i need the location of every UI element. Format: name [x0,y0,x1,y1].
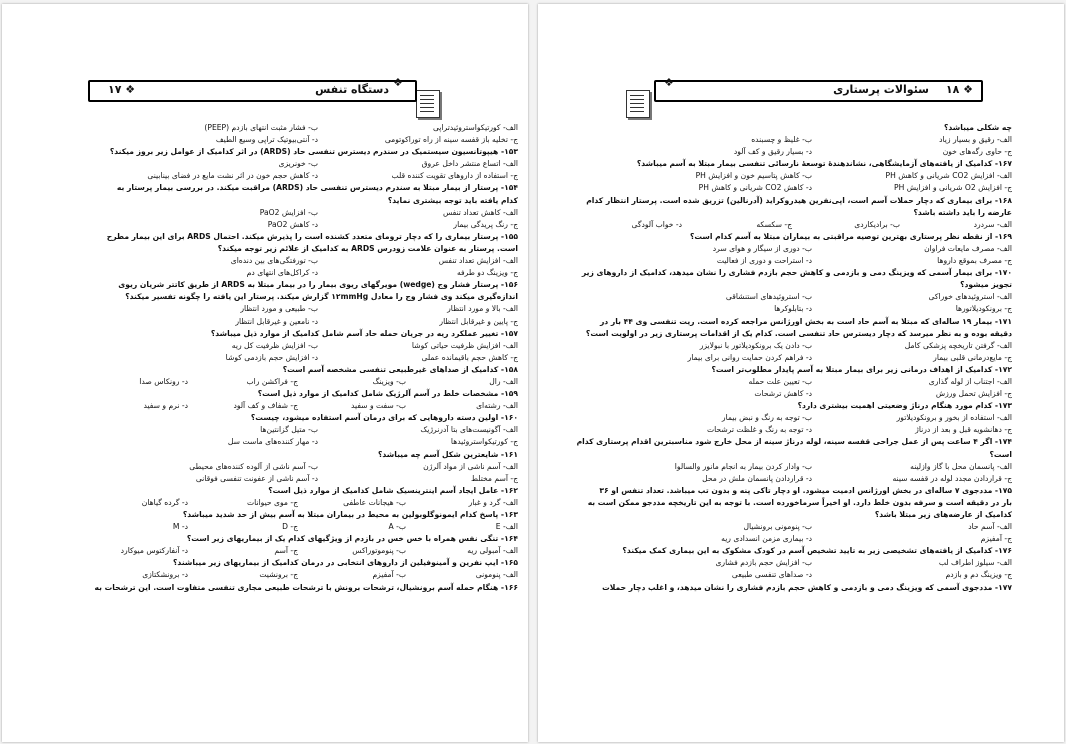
answer-option: ب- ویزینگ [372,376,406,386]
question-line: ۱۶۰- اولین دسته داروهایی که برای درمان آسم استفاده میشود، چیست؟ [250,413,518,423]
answer-option: ب- برادیکاردی [854,219,900,229]
answer-option: الف- افزایش تعداد تنفس [438,256,518,266]
answer-options-row [72,473,518,485]
answer-option: الف- پنومونی [475,570,518,580]
answer-option: د- نرم و سفید [143,401,188,411]
answer-option: الف- سردرد [973,219,1012,229]
answer-options-row [72,158,518,170]
answer-option: ب- هیجانات عاطفی [343,497,406,507]
answer-option: ب- دوری از سیگار و هوای سرد [712,243,812,253]
answer-option: د- آسم ناشی از عفونت تنفسی فوقانی [195,473,318,483]
answer-option: ج- D [282,522,298,532]
answer-options-row [566,424,1012,436]
answer-option: ج- رنگ پریدگی بیمار [453,219,518,229]
question-line: ۱۶۵- ایپ نفرین و آمینوفیلین از داروهای انتخابی در درمان کدامیک از بیماریهای زیر میباشند؟ [173,558,518,568]
answer-options-row [72,424,518,436]
answer-options-row [72,219,518,231]
answer-option: الف- پانسمان محل با گاز وازلینه [910,461,1012,471]
answer-options-row [72,352,518,364]
answer-option: ج- سکسکه [756,219,792,229]
answer-option: ب- افزایش ظرفیت کل ریه [231,340,318,350]
question-line: ۱۷۲- کدامیک از اهداف درمانی زیر برای بیمار مبتلا به آسم پایدار مطلوب‌تر است؟ [711,364,1012,374]
answer-options-row [72,340,518,352]
answer-option: ب- آسم ناشی از آلوده کننده‌های محیطی [189,461,318,471]
page-header [88,76,417,102]
question-line: تجویز میشود؟ [960,280,1012,290]
question-line: ۱۶۳- پاسخ کدام ایمونوگلوبولین به محیط در بیماران مبتلا به آسم بیش از حد شدید میباشد؟ [182,510,518,519]
answer-option: الف- بالا و مورد انتظار [447,304,518,314]
answer-option: ج- کورتیکواستروئیدها [450,437,518,447]
answer-option: ج- حاوی رگه‌های خون [942,147,1012,157]
question-line: دقیقه بوده و به نظر میرسد که دچار دیسترس حاد تنفسی است. کدام یک از اقدامات پرستاری زیر در اولویت است؟ [585,328,1012,338]
answer-option: الف- سیلوز اطراف لب [938,558,1012,568]
answer-option: ب- متیل گزانتین‌ها [260,425,318,435]
answer-option: د- کاهش حجم خون در اثر نشت مایع در فضای بینابینی [147,171,318,181]
answer-option: الف- استروئیدهای خوراکی [928,292,1012,302]
question-line: عارضه را باید داشته باشد؟ [913,207,1012,217]
answer-option: ج- مصرف بموقع داروها [937,256,1012,266]
answer-options-row [566,243,1012,255]
answer-option: ج- افزایش O2 شریانی و افزایش PH [893,183,1012,193]
question-line: ۱۷۰- برای بیمار آسمی که ویزینگ دمی و بازدمی و کاهش حجم بازدم فشاری را نشان میدهد، کدامیک از داروهای زیر [581,268,1012,278]
page-header [654,76,983,102]
question-line: ۱۵۸- کدامیک از صداهای غیرطبیعی تنفسی مشخصه آسم است؟ [282,364,518,374]
answer-options-row [72,376,518,388]
question-line: چه شکلی میباشد؟ [943,123,1012,132]
answer-option: ب- فشار مثبت انتهای بازدم (PEEP) [204,123,318,132]
answer-options-row [566,170,1012,182]
answer-option: الف- E [495,522,518,532]
answer-option: الف- اتساع منتشر داخل عروق [421,159,518,169]
answer-option: الف- آمبولی ریه [467,546,518,556]
question-line: ۱۵۵- پرستار بیماری را که دچار ترومای متعدد کشنده است را پذیرش میکند. احتمال ARDS برای این بیمار مطرح [106,231,518,241]
answer-option: ب- افزایش حجم بازدم فشاری [715,558,812,568]
answer-option: د- آنفارکتوس میوکارد [120,546,188,556]
answer-option: الف- رقیق و بسیار زیاد [939,135,1012,145]
answer-options-row [566,473,1012,485]
answer-option: د- کاهش ترشحات [754,389,812,399]
answer-option: الف- استفاده از بخور و برونکودیلاتور [896,413,1012,423]
answer-options-row [72,207,518,219]
answer-options-row [72,461,518,473]
answer-option: ج- قراردادن مجدد لوله در قفسه سینه [892,473,1012,483]
answer-option: د- بسیار رقیق و کف آلود [733,147,812,157]
answer-options-row [72,400,518,412]
answer-option: ج- برونکودیلاتورها [955,304,1012,314]
answer-options-row [566,376,1012,388]
answer-option: د- صداهای تنفسی طبیعی [731,570,812,580]
question-line: است. پرستار به عنوان علامت زودرس ARDS به کدامیک از علائم زیر توجه میکند؟ [217,243,518,253]
question-line: ۱۵۴- پرستار از بیمار مبتلا به سندرم دیسترس تنفسی حاد (ARDS) مراقبت میکند. در بررسی بیمار پرستار به [116,183,518,193]
answer-option: د- برونشکتازی [142,570,188,580]
answer-option: ج- استفاده از داروهای تقویت کننده قلب [391,171,518,181]
answer-option: ب- A [388,522,406,532]
answer-option: ب- غلیظ و چسبنده [751,135,812,145]
answer-options-row [566,521,1012,533]
left-page [2,4,528,742]
answer-options-row [72,255,518,267]
question-line: ۱۶۴- تنگی نفس همراه با خس خس در بازدم از ویژگیهای کدام یک از بیماریهای زیر است؟ [186,534,518,544]
question-line: ۱۶۶- هنگام حمله آسم برونشیال، ترشحات برونش با ترشحات طبیعی مجاری تنفسی متفاوت است. این ترشحات به [94,582,518,592]
answer-option: د- مهار کننده‌های ماست سل [227,437,318,447]
question-line: ۱۶۸- برای بیماری که دچار حملات آسم است، اپی‌نفرین هیدروکراید (آدرنالین) تزریق شده است. پرستار انتظار کدام [586,195,1012,205]
answer-option: ج- مایع‌درمانی قلبی بیمار [933,352,1012,362]
answer-option: ج- فراکشن راب [246,376,298,386]
answer-option: ب- پنومونی برونشیال [743,522,812,532]
book-icon [626,90,650,118]
answer-options-row [566,146,1012,158]
right-page [538,4,1064,742]
answer-option: ب- کاهش پتاسیم خون و افزایش PH [695,171,812,181]
answer-options-row [72,497,518,509]
answer-options-row [72,170,518,182]
answer-option: د- بتابلوکرها [774,304,812,314]
answer-option: د- استراحت و دوری از فعالیت [716,256,812,266]
answer-options-row [72,545,518,557]
answer-option: د- M [172,522,188,532]
answer-option: د- توجه به رنگ و غلظت ترشحات [706,425,812,435]
question-line: ۱۵۳- هیپوتانسیون سیستمیک در سندرم دیسترس تنفسی حاد (ARDS) در اثر کدامیک از عوامل زیر بروز میکند؟ [109,147,518,157]
question-line: ۱۷۷- مددجوی آسمی که ویزینگ دمی و بازدمی و کاهش حجم بازدم فشاری را نشان میدهد، و اغلب دچار حملات [602,582,1012,592]
question-line: ۱۶۱- شایعترین شکل آسم چه میباشد؟ [377,449,518,459]
answer-option: الف- گرفتن تاریخچه پزشکی کامل [904,340,1012,350]
answer-options-row [566,352,1012,364]
answer-option: ب- سفت و سفید [351,401,406,411]
answer-options-row [566,255,1012,267]
answer-option: الف- رال [489,376,518,386]
question-line: بار در دقیقه است و سرفه بدون خلط دارد. او اخیراً سرماخورده است. با توجه به این تاریخچه مددجو ممکن است به [587,497,1012,507]
answer-option: ج- آسم مختلط [471,473,518,483]
question-line: است؟ [989,449,1012,459]
answer-option: د- خواب آلودگی [631,219,682,229]
question-line: ۱۷۵- مددجوی ۷ ساله‌ای در بخش اورژانس ادمیت میشود. او دچار تاکی پنه و بدون تب میباشد. تعداد تنفس او ۳۶ [599,485,1012,495]
answer-options-row [566,557,1012,569]
answer-options-row [566,412,1012,424]
answer-option: ب- توجه به رنگ و نبض بیمار [721,413,812,423]
answer-options-row [566,461,1012,473]
question-line: ۱۷۳- کدام مورد هنگام درناژ وضعیتی اهمیت بیشتری دارد؟ [797,401,1012,411]
answer-option: د- قراردادن پانسمان ملش در محل [702,473,812,483]
answer-option: د- افزایش حجم بازدمی کوشا [225,352,318,362]
page-number: ۱۸ ❖ [945,83,973,96]
answer-options-row [566,182,1012,194]
answer-options-row [72,316,518,328]
answer-options-row [566,388,1012,400]
answer-option: ج- تخلیه باز قفسه سینه از راه توراکوتومی [384,135,518,145]
answer-options-row [566,533,1012,545]
answer-option: د- نامعین و غیرقابل انتظار [235,316,318,326]
answer-option: د- رونکاس صدا [139,376,188,386]
question-list [72,122,518,594]
answer-option: ج- ویزینگ دو طرفه [456,268,518,278]
answer-option: د- کراکل‌های انتهای دم [246,268,318,278]
answer-option: الف- مصرف مایعات فراوان [924,243,1012,253]
answer-option: ب- پنوموتوراکس [352,546,406,556]
answer-option: الف- آسم ناشی از مواد آلرژن [423,461,518,471]
decorative-bullet-icon: ❖ [664,76,674,89]
answer-option: د- فراهم کردن حمایت روانی برای بیمار [687,352,812,362]
answer-option: د- گرده گیاهان [141,497,188,507]
answer-option: الف- آسم حاد [968,522,1012,532]
answer-option: الف- اجتناب از لوله گذاری [928,376,1012,386]
answer-option: الف- آگونیست‌های بتا آدرنرژیک [420,425,518,435]
answer-option: ب- تورفتگی‌های بین دنده‌ای [230,256,318,266]
answer-options-row [566,219,1012,231]
answer-options-row [566,569,1012,581]
answer-options-row [72,521,518,533]
page-number: ۱۷ ❖ [108,83,136,96]
question-line: ۱۵۷- تغییر عملکرد ریه در جریان حمله حاد آسم شامل کدامیک از موارد ذیل میباشد؟ [210,328,518,338]
answer-option: ج- آمفیزم [980,534,1012,544]
answer-options-row [566,303,1012,315]
question-line: اندازه‌گیری میکند وی فشار وج را معادل ۱۲mmHg گزارش میکند. پرستار این یافته را چگونه تفسیر میکند؟ [125,292,518,302]
answer-options-row [72,569,518,581]
answer-option: د- کاهش PaO2 [267,219,318,229]
answer-option: الف- رشته‌ای [476,401,518,411]
answer-options-row [72,436,518,448]
question-line: ۱۷۱- بیمار ۱۹ ساله‌ای که مبتلا به آسم حاد است به بخش اورژانس مراجعه کرده است. ریت تنفسی وی ۴۴ بار در [599,316,1012,326]
answer-options-row [72,134,518,146]
answer-option: د- کاهش CO2 شریانی و کاهش PH [698,183,812,193]
answer-option: ب- آمفیزم [372,570,406,580]
answer-option: ب- وادار کردن بیمار به انجام مانور والسالوا [674,461,812,471]
question-list [566,122,1012,594]
answer-option: ب- افزایش PaO2 [259,207,318,217]
answer-options-row [566,340,1012,352]
answer-option: ج- موی حیوانات [247,497,298,507]
answer-option: الف- افزایش CO2 شریانی و کاهش PH [885,171,1012,181]
answer-options-row [72,303,518,315]
answer-option: الف- کورتیکواستروئیدتراپی [432,123,518,132]
answer-option: ج- دهانشویه قبل و بعد از درناژ [915,425,1012,435]
question-line: کدامیک از عارضه‌های زیر مبتلا باشد؟ [874,510,1012,519]
decorative-bullet-icon: ❖ [393,76,403,89]
question-line: ۱۵۶- پرستار فشار وج (wedge) مویرگهای ریوی بیمار را در بیمار مبتلا به ARDS از طریق کاتتر شریان ریوی [118,280,518,290]
answer-options-row [566,134,1012,146]
answer-options-row [566,291,1012,303]
answer-option: ج- شفاف و کف آلود [233,401,298,411]
answer-option: ج- کاهش حجم باقیمانده عملی [421,352,518,362]
answer-option: ب- تعیین علت حمله [748,376,812,386]
answer-option: د- بیماری مزمن انسدادی ریه [721,534,812,544]
answer-option: ب- استروئیدهای استنشاقی [725,292,812,302]
question-line: ۱۵۹- مشخصات خلط در آسم آلرژیک شامل کدامیک از موارد ذیل است؟ [257,389,518,399]
question-line: ۱۶۲- عامل ایجاد آسم اینترینسیک شامل کدامیک از موارد ذیل است؟ [268,485,518,495]
answer-options-row [72,267,518,279]
question-line: ۱۶۷- کدامیک از یافته‌های آزمایشگاهی، نشاندهندهٔ توسعهٔ نارسائی تنفسی بیمار مبتلا به آسم میباشد؟ [636,159,1012,169]
answer-option: ج- پایین و غیرقابل انتظار [439,316,518,326]
answer-option: ب- دادن یک برونکودیلاتور با نبولایزر [699,340,812,350]
answer-option: ج- ویزینگ دم و بازدم [945,570,1012,580]
answer-option: ج- برونشیت [259,570,298,580]
answer-option: د- آنتی‌بیوتیک تراپی وسیع الطیف [215,135,318,145]
question-line: ۱۷۶- کدامیک از یافته‌های تشخیصی زیر به تایید تشخیص آسم در کودک مشکوک به این بیماری کمک میکند؟ [622,546,1012,556]
answer-options-row [72,122,518,134]
question-line: ۱۶۹- از نقطه نظر پرستاری بهترین توصیه مراقبتی به بیماران مبتلا به آسم کدام است؟ [689,231,1012,241]
question-line: کدام یافته باید توجه بیشتری نماید؟ [387,195,518,205]
answer-option: الف- گرد و غبار [468,497,518,507]
page-header-title: دستگاه تنفس [315,83,389,96]
answer-option: ب- طبیعی و مورد انتظار [240,304,318,314]
book-icon [416,90,440,118]
answer-option: ج- آسم [274,546,298,556]
page-header-title: سئوالات پرستاری [833,83,929,96]
answer-option: الف- کاهش تعداد تنفس [442,207,518,217]
answer-option: الف- افزایش ظرفیت حیاتی کوشا [411,340,518,350]
answer-option: ج- افزایش تحمل ورزش [935,389,1012,399]
answer-option: ب- خونریزی [278,159,318,169]
question-line: ۱۷۴- اگر ۴ ساعت پس از عمل جراحی قفسه سینه، لوله درناژ سینه از محل خارج شود مناسبترین اقدام پرستاری کدام [576,437,1012,447]
